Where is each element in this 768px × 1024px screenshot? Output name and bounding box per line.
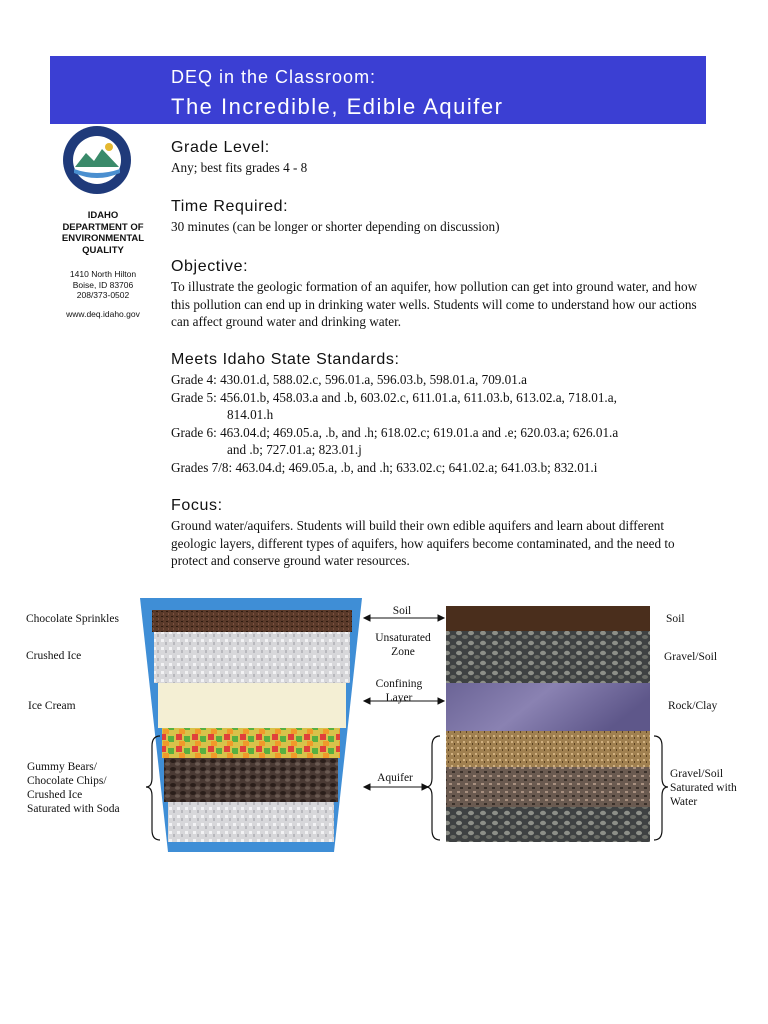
label-aquifer-center: Aquifer	[377, 772, 413, 784]
agency-line: ENVIRONMENTAL	[61, 233, 145, 244]
label-soil-center: Soil	[392, 605, 412, 617]
header-banner	[50, 56, 706, 124]
agency-name	[50, 210, 156, 256]
label-crushed-ice: Crushed Ice	[26, 650, 82, 662]
section-heading: Grade Level:	[171, 139, 270, 156]
standards-line	[171, 424, 711, 459]
address-line: 208/373-0502	[76, 290, 130, 300]
label-line: Confining	[375, 678, 423, 690]
standards-line	[171, 459, 711, 477]
label-line: Unsaturated	[375, 632, 431, 644]
section-body: To illustrate the geologic formation of an aquifer, how pollution can get into ground water, and how this pollution can end up in drinking water wells. Students will come to understand how our actions can affect ground water and drinking water.	[171, 279, 698, 329]
aquifer-diagram	[0, 590, 768, 870]
label-ice-cream: Ice Cream	[28, 700, 76, 712]
label-line: Gravel/Soil	[670, 768, 724, 780]
label-line: Saturated with Soda	[27, 803, 120, 815]
label-line: Water	[670, 796, 698, 808]
time-required-section	[171, 198, 711, 236]
section-body: 30 minutes (can be longer or shorter depending on discussion)	[171, 219, 500, 234]
agency-website[interactable]: www.deq.idaho.gov	[66, 309, 140, 319]
label-confining-layer	[366, 677, 432, 705]
idaho-deq-logo	[62, 125, 132, 195]
label-saturated-gravel	[670, 767, 737, 809]
cup-illustration	[140, 598, 362, 852]
section-body: Ground water/aquifers. Students will build their own edible aquifers and learn about different geologic layers, different types of aquifers, how aquifers become contaminated, and the need to protect and conserve ground water resources.	[171, 518, 675, 568]
label-line: Chocolate Chips/	[27, 775, 107, 787]
section-heading: Objective:	[171, 258, 249, 275]
standards-line	[171, 371, 711, 389]
address-line: Boise, ID 83706	[72, 279, 134, 290]
standards-section	[171, 351, 711, 476]
label-chocolate-sprinkles: Chocolate Sprinkles	[26, 613, 119, 625]
section-body: Any; best fits grades 4 - 8	[171, 160, 308, 175]
label-line: Gummy Bears/	[27, 761, 97, 773]
label-unsaturated-zone	[366, 631, 440, 659]
standards-text: Grade 4: 430.01.d, 588.02.c, 596.01.a, 596.03.b, 598.01.a, 709.01.a	[171, 372, 528, 387]
focus-section	[171, 497, 711, 570]
section-heading: Time Required:	[171, 198, 289, 215]
address-line: 1410 North Hilton	[69, 269, 137, 279]
agency-address	[50, 269, 156, 301]
standards-text: Grades 7/8: 463.04.d; 469.05.a, .b, and .h; 633.02.c; 641.02.a; 641.03.b; 832.01.i	[171, 459, 598, 475]
banner-title: The Incredible, Edible Aquifer	[171, 94, 504, 119]
agency-line: IDAHO	[87, 210, 119, 221]
label-soil-earth: Soil	[666, 613, 685, 625]
objective-section	[171, 258, 711, 331]
standards-text: Grade 6: 463.04.d; 469.05.a, .b, and .h; 618.02.c; 619.01.a and .e; 620.03.a; 626.01.a	[171, 424, 619, 440]
label-line: Crushed Ice	[27, 789, 83, 801]
earth-cross-section	[446, 606, 650, 842]
standards-continuation: 814.01.h	[227, 407, 274, 422]
grade-level-section	[171, 139, 711, 177]
section-heading: Focus:	[171, 497, 223, 514]
standards-line	[171, 389, 711, 424]
agency-line: DEPARTMENT OF	[62, 221, 144, 233]
agency-line: QUALITY	[82, 244, 124, 256]
banner-subtitle: DEQ in the Classroom:	[171, 67, 377, 87]
label-rock-clay: Rock/Clay	[668, 700, 718, 712]
label-gravel-soil: Gravel/Soil	[664, 651, 718, 663]
label-line: Saturated with	[670, 782, 737, 794]
standards-text: Grade 5: 456.01.b, 458.03.a and .b, 603.02.c, 611.01.a, 611.03.b, 613.02.a, 718.01.a,	[171, 389, 617, 405]
standards-continuation: and .b; 727.01.a; 823.01.j	[227, 442, 362, 457]
section-heading: Meets Idaho State Standards:	[171, 351, 400, 368]
label-line: Layer	[385, 692, 413, 704]
label-aquifer-ingredients	[27, 760, 120, 816]
label-line: Zone	[391, 646, 415, 658]
